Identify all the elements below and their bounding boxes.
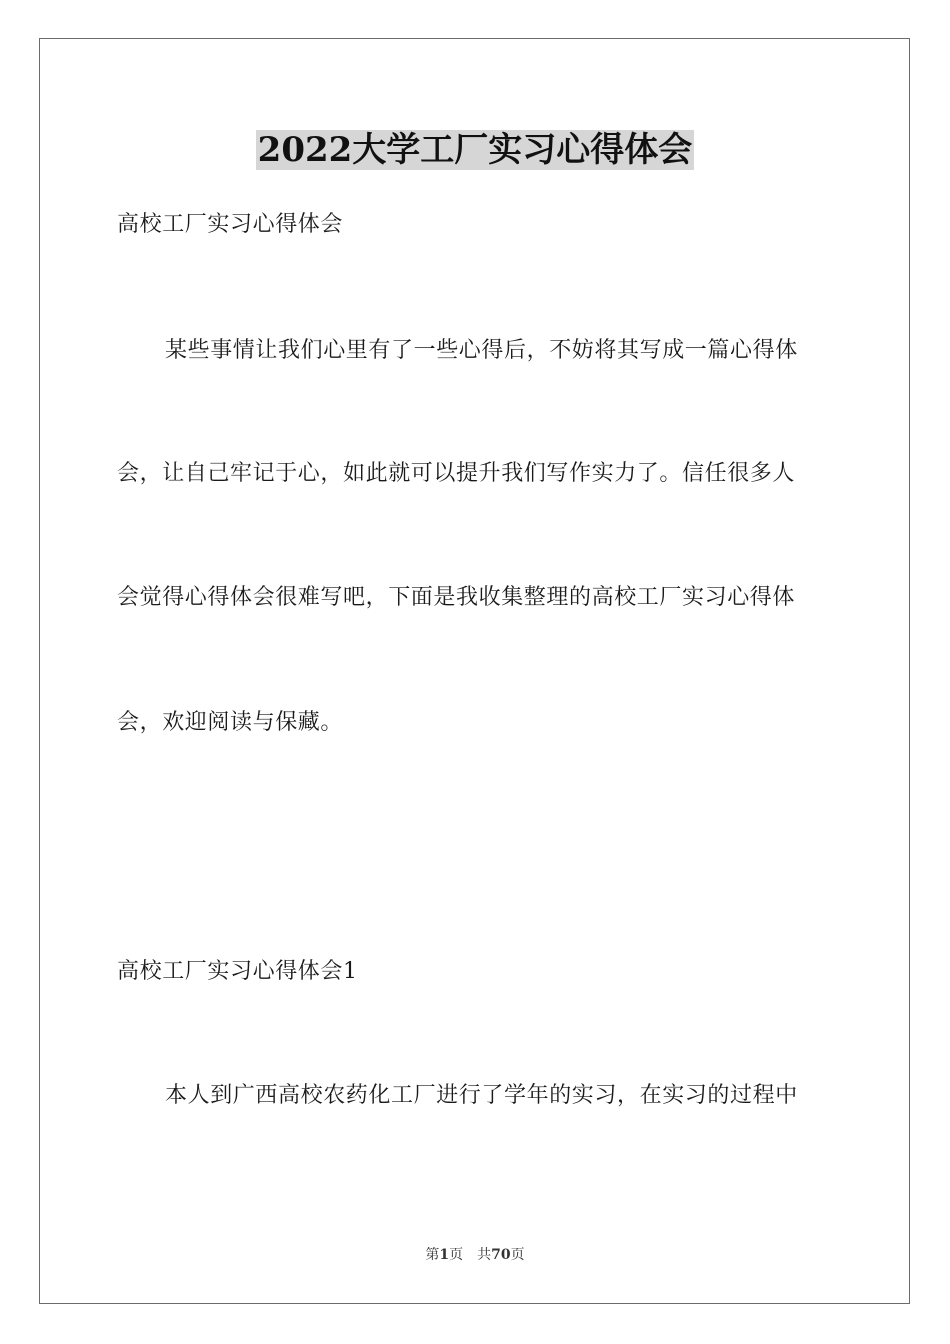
paragraph-line: 会，欢迎阅读与保藏。 (117, 710, 344, 735)
footer-prefix: 第 (425, 1247, 440, 1263)
footer-total-suffix: 页 (510, 1247, 525, 1263)
document-title: 2022大学工厂实习心得体会 (257, 130, 693, 170)
paragraph-line: 某些事情让我们心里有了一些心得后，不妨将其写成一篇心得体 (165, 338, 798, 363)
page-footer (0, 1245, 950, 1265)
footer-page-number: 1 (439, 1247, 450, 1263)
paragraph-line: 会，让自己牢记于心，如此就可以提升我们写作实力了。信任很多人 (117, 461, 796, 486)
paragraph-line: 本人到广西高校农药化工厂进行了学年的实习，在实习的过程中 (165, 1083, 798, 1108)
paragraph-line: 会觉得心得体会很难写吧，下面是我收集整理的高校工厂实习心得体 (117, 585, 796, 610)
footer-total-pages: 70 (491, 1247, 511, 1263)
subtitle-line: 高校工厂实习心得体会 (117, 212, 344, 237)
section-heading: 高校工厂实习心得体会1 (117, 959, 358, 984)
footer-page-suffix: 页 (449, 1247, 464, 1263)
footer-total-prefix: 共 (477, 1247, 492, 1263)
